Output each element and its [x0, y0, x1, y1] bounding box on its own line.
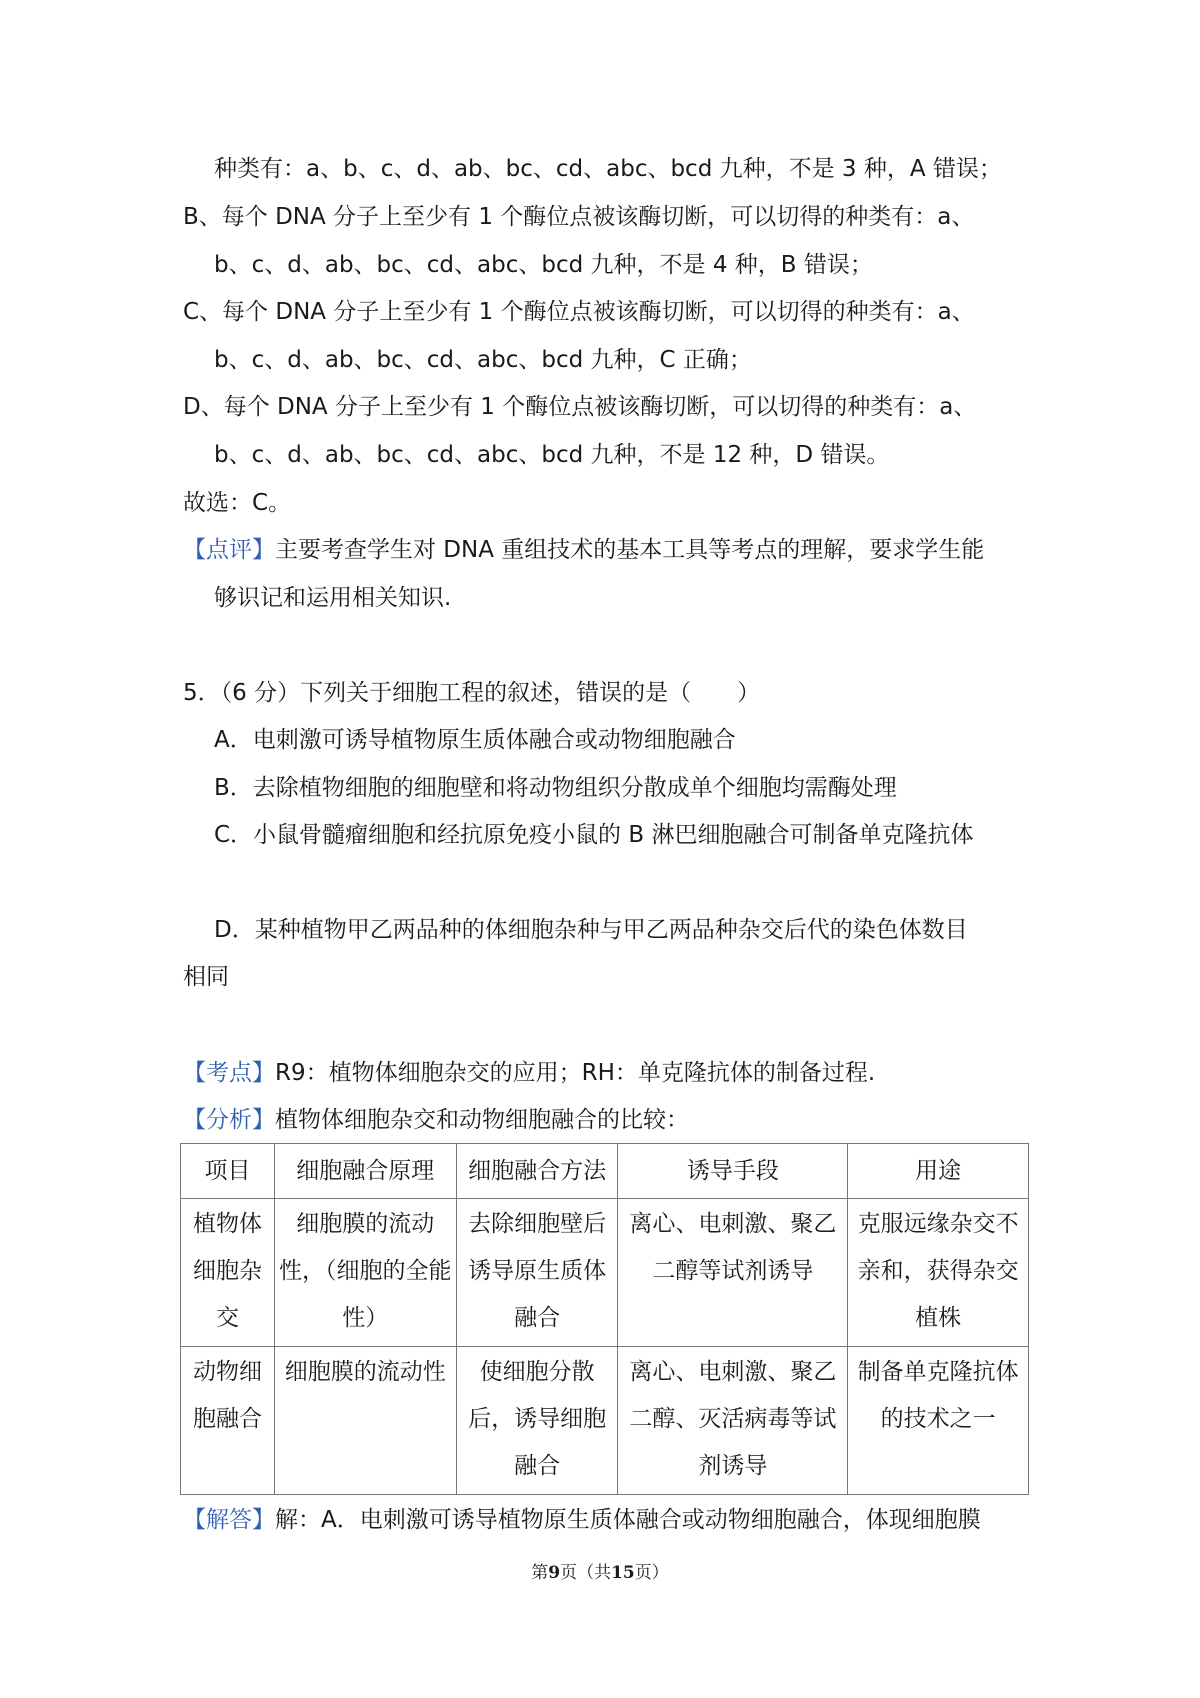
q4-option-b-line-1: B、每个 DNA 分子上至少有 1 个酶位点被该酶切断，可以切得的种类有：a、: [183, 204, 975, 230]
q4-option-b-line-2: b、c、d、ab、bc、cd、abc、bcd 九种，不是 4 种，B 错误；: [214, 252, 873, 278]
table-header-cell: 细胞融合原理: [274, 1144, 456, 1199]
comment-tag: 【点评】: [183, 537, 275, 563]
q4-line-1: 种类有：a、b、c、d、ab、bc、cd、abc、bcd 九种，不是 3 种，A 错误；: [214, 156, 1002, 182]
q4-answer: 故选：C。: [183, 490, 292, 516]
q5-jieda: [183, 1504, 981, 1536]
footer-page-number: 9: [548, 1563, 561, 1583]
table-cell: 克服远缘杂交不亲和，获得杂交植株: [848, 1199, 1029, 1347]
table-cell: 离心、电刺激、聚乙二醇等试剂诱导: [618, 1199, 848, 1347]
table-cell: 细胞膜的流动性: [274, 1347, 456, 1495]
comparison-table: [180, 1143, 1029, 1495]
table-cell: 植物体细胞杂交: [181, 1199, 275, 1347]
footer-total-pages: 15: [611, 1563, 635, 1583]
q5-fenxi: [183, 1104, 689, 1136]
kaodian-text: R9：植物体细胞杂交的应用；RH：单克隆抗体的制备过程.: [275, 1060, 876, 1086]
q5-option-a: A．电刺激可诱导植物原生质体融合或动物细胞融合: [214, 727, 736, 753]
footer-prefix: 第: [531, 1563, 549, 1583]
footer-middle: 页（共: [560, 1563, 612, 1583]
table-header-cell: 项目: [181, 1144, 275, 1199]
jieda-text: 解：A．电刺激可诱导植物原生质体融合或动物细胞融合，体现细胞膜: [275, 1507, 981, 1533]
q5-option-c: C．小鼠骨髓瘤细胞和经抗原免疫小鼠的 B 淋巴细胞融合可制备单克隆抗体: [214, 822, 974, 848]
page-footer: [0, 1558, 1200, 1583]
fenxi-text: 植物体细胞杂交和动物细胞融合的比较：: [275, 1107, 689, 1133]
q4-option-d-line-1: D、每个 DNA 分子上至少有 1 个酶位点被该酶切断，可以切得的种类有：a、: [183, 394, 977, 420]
q5-kaodian: [183, 1057, 875, 1089]
table-cell: 制备单克隆抗体的技术之一: [848, 1347, 1029, 1495]
table-header-cell: 用途: [848, 1144, 1029, 1199]
q4-option-c-line-2: b、c、d、ab、bc、cd、abc、bcd 九种，C 正确；: [214, 347, 752, 373]
table-header-cell: 细胞融合方法: [456, 1144, 618, 1199]
table-cell: 动物细胞融合: [181, 1347, 275, 1495]
q5-option-d-line-1: D．某种植物甲乙两品种的体细胞杂种与甲乙两品种杂交后代的染色体数目: [214, 917, 968, 943]
fenxi-tag: 【分析】: [183, 1107, 275, 1133]
q5-option-b: B．去除植物细胞的细胞壁和将动物组织分散成单个细胞均需酶处理: [214, 775, 897, 801]
q4-comment-line-1: [183, 534, 984, 566]
table-row: [181, 1199, 1029, 1347]
table-cell: 细胞膜的流动性，（细胞的全能性）: [274, 1199, 456, 1347]
footer-suffix: 页）: [634, 1563, 669, 1583]
q5-option-d-line-2: 相同: [183, 964, 229, 990]
q4-option-c-line-1: C、每个 DNA 分子上至少有 1 个酶位点被该酶切断，可以切得的种类有：a、: [183, 299, 975, 325]
q4-comment-line-2: 够识记和运用相关知识.: [214, 585, 452, 611]
q4-option-d-line-2: b、c、d、ab、bc、cd、abc、bcd 九种，不是 12 种，D 错误。: [214, 442, 890, 468]
kaodian-tag: 【考点】: [183, 1060, 275, 1086]
comment-text: 主要考查学生对 DNA 重组技术的基本工具等考点的理解，要求学生能: [275, 537, 985, 563]
q5-stem: 5．（6 分）下列关于细胞工程的叙述，错误的是（ ）: [183, 680, 761, 706]
table-cell: 离心、电刺激、聚乙二醇、灭活病毒等试剂诱导: [618, 1347, 848, 1495]
table-header-row: [181, 1144, 1029, 1199]
jieda-tag: 【解答】: [183, 1507, 275, 1533]
table-header-cell: 诱导手段: [618, 1144, 848, 1199]
table-row: [181, 1347, 1029, 1495]
table-cell: 使细胞分散后，诱导细胞融合: [456, 1347, 618, 1495]
table-cell: 去除细胞壁后诱导原生质体融合: [456, 1199, 618, 1347]
